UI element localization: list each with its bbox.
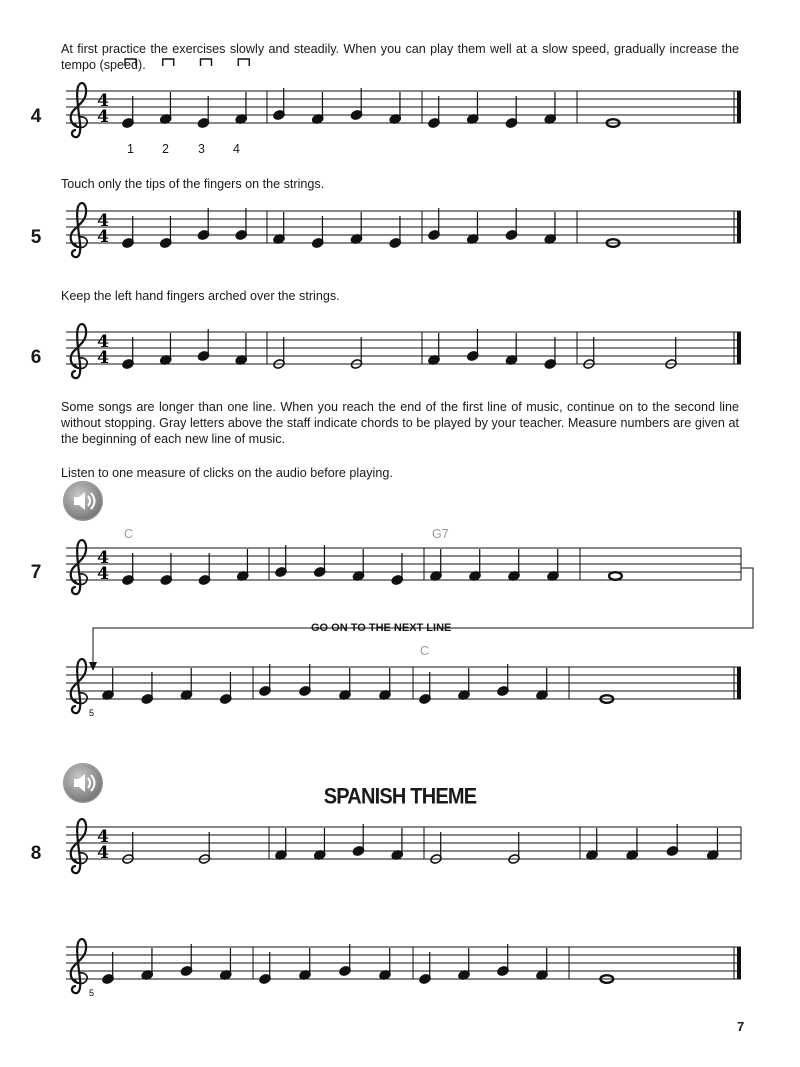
exercise-number: 4 — [30, 106, 42, 127]
continue-label: GO ON TO THE NEXT LINE — [307, 622, 455, 634]
final-bar-line — [737, 332, 741, 364]
chord-symbol: C — [124, 527, 134, 541]
finger-number: 2 — [162, 142, 169, 156]
final-bar-line — [737, 211, 741, 243]
time-signature: 4 — [97, 107, 109, 127]
note-head — [609, 572, 622, 580]
final-bar-line — [737, 91, 741, 123]
exercise-number: 7 — [30, 562, 42, 583]
measure-number: 5 — [89, 708, 95, 718]
time-signature: 4 — [97, 548, 109, 568]
time-signature: 4 — [97, 211, 109, 231]
final-bar-line — [737, 947, 741, 979]
time-signature: 4 — [97, 227, 109, 247]
instruction-1: At first practice the exercises slowly and steadily. When you can play them well at a slow speed, gradually increase the tempo (speed). — [61, 42, 739, 72]
down-bow-mark — [201, 59, 212, 66]
page-number: 7 — [737, 1019, 745, 1034]
continue-arrow-line — [93, 568, 753, 664]
final-bar-line — [737, 667, 741, 699]
instruction-3: Keep the left hand fingers arched over the strings. — [61, 289, 340, 303]
chord-symbol: C — [420, 644, 430, 658]
time-signature: 4 — [97, 332, 109, 352]
time-signature: 4 — [97, 348, 109, 368]
finger-number: 3 — [198, 142, 205, 156]
song-title: SPANISH THEME — [323, 784, 477, 810]
instruction-2: Touch only the tips of the fingers on the strings. — [61, 177, 325, 191]
finger-number: 1 — [127, 142, 134, 156]
instruction-5: Listen to one measure of clicks on the audio before playing. — [61, 466, 393, 480]
time-signature: 4 — [97, 843, 109, 863]
measure-number: 5 — [89, 988, 95, 998]
exercise-number: 6 — [30, 347, 42, 368]
exercise-number: 8 — [30, 843, 42, 864]
chord-symbol: G7 — [432, 527, 449, 541]
finger-number: 4 — [233, 142, 240, 156]
down-bow-mark — [125, 59, 136, 66]
time-signature: 4 — [97, 564, 109, 584]
exercise-number: 5 — [30, 227, 42, 248]
down-bow-mark — [238, 59, 249, 66]
time-signature: 4 — [97, 91, 109, 111]
instruction-4: Some songs are longer than one line. When you reach the end of the first line of music, continue on to the second line without stopping. Gray letters above the staff indicate chords to be played by your teacher. Measure numbers are given at the beginning of each new line of music. — [61, 400, 739, 446]
down-bow-mark — [163, 59, 174, 66]
time-signature: 4 — [97, 827, 109, 847]
